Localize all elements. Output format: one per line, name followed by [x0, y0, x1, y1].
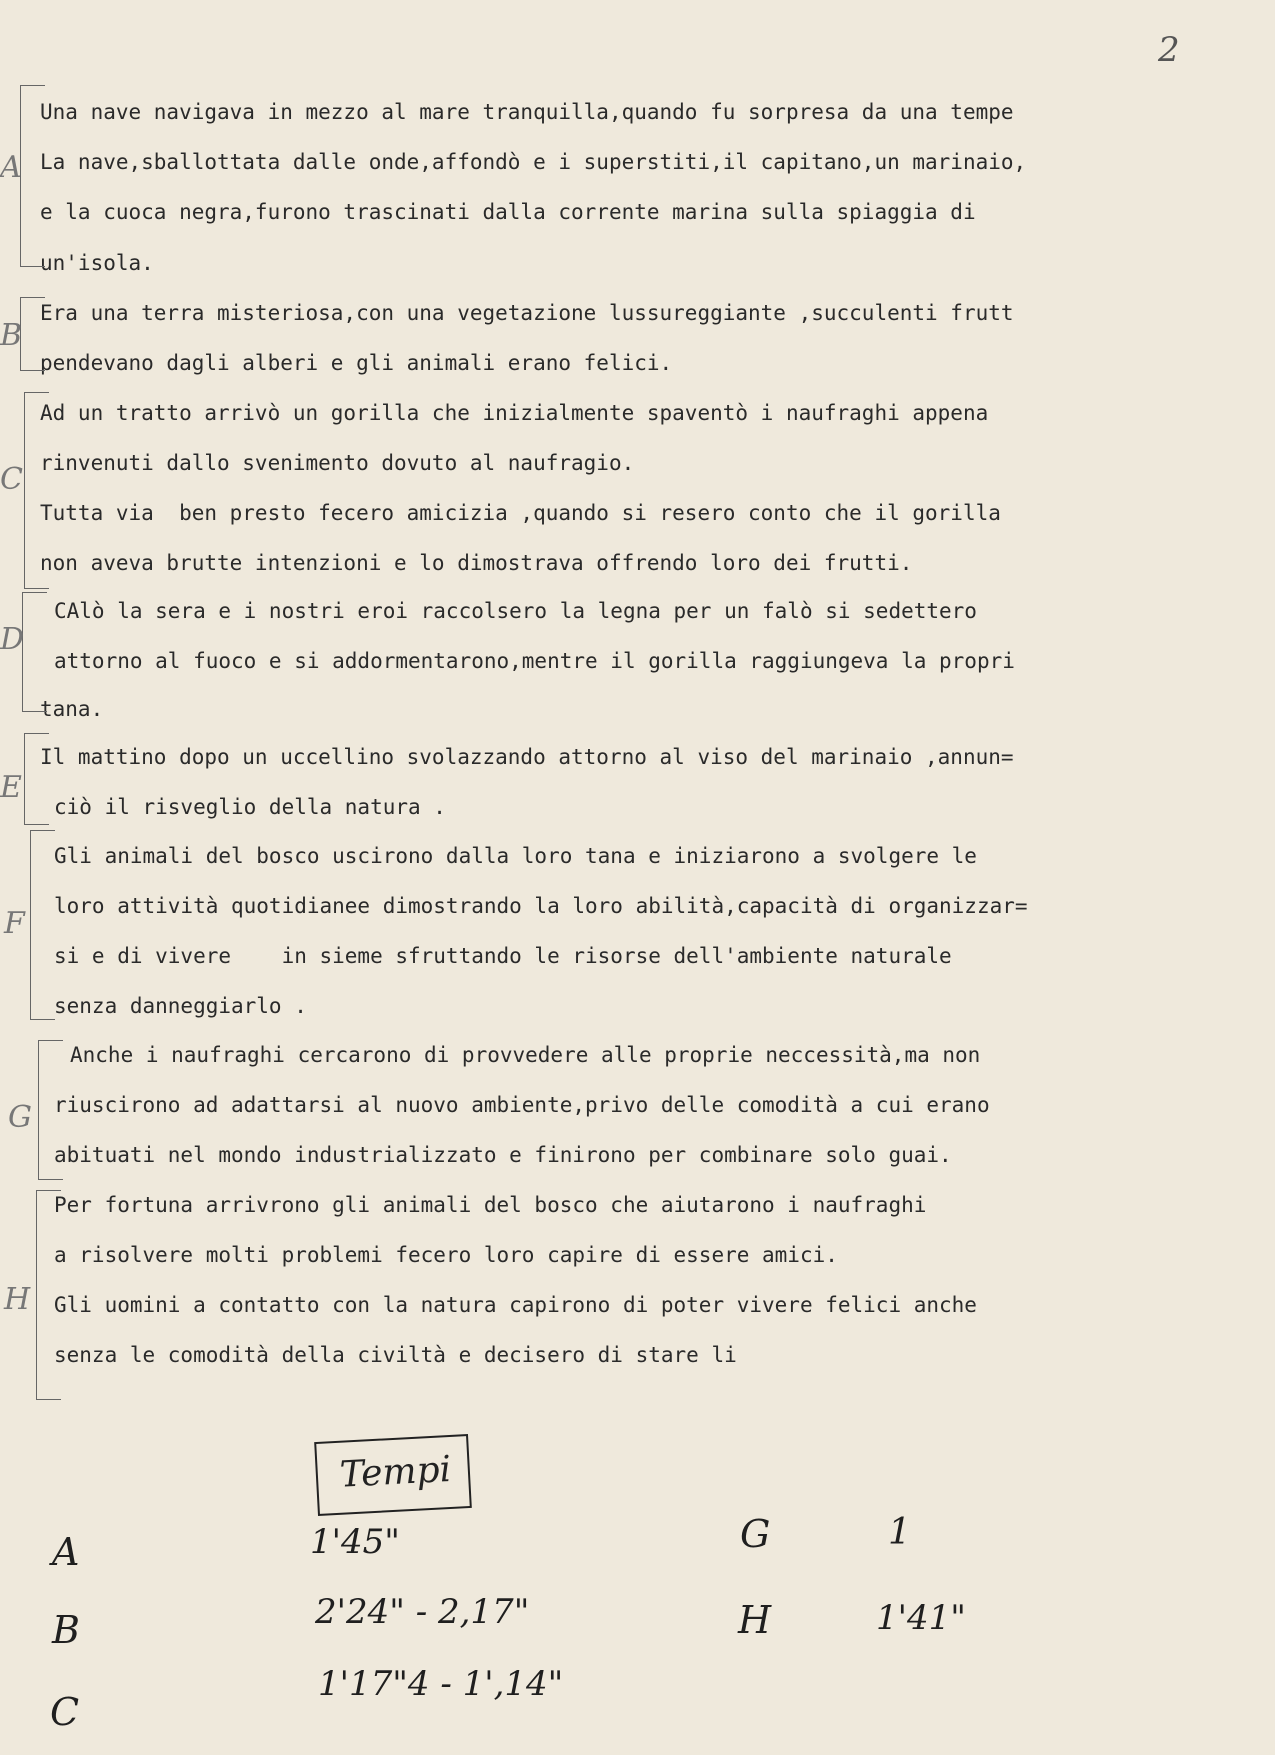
margin-bracket [24, 392, 49, 589]
tempi-heading: Tempi [338, 1448, 453, 1496]
margin-letter: G [8, 1100, 32, 1135]
text-line: Era una terra misteriosa,con una vegetazione lussureggiante ,succulenti frutt [40, 301, 1014, 325]
text-line: abituati nel mondo industrializzato e finirono per combinare solo guai. [54, 1143, 952, 1167]
text-line: si e di vivere in sieme sfruttando le risorse dell'ambiente naturale [54, 944, 952, 968]
text-line: CAlò la sera e i nostri eroi raccolsero la legna per un falò si sedettero [54, 599, 977, 623]
margin-letter: D [0, 622, 25, 657]
tempi-value-c: 1'17"4 - 1',14" [318, 1664, 564, 1704]
text-line: La nave,sballottata dalle onde,affondò e i superstiti,il capitano,un marinaio, [40, 150, 1027, 174]
margin-letter: E [0, 770, 22, 805]
page-number: 2 [1158, 30, 1180, 70]
margin-letter: F [4, 906, 25, 941]
text-line: Gli animali del bosco uscirono dalla loro tana e iniziarono a svolgere le [54, 844, 977, 868]
tempi-value-h: 1'41" [876, 1598, 966, 1638]
tempi-value-a: 1'45" [310, 1522, 400, 1562]
text-line: rinvenuti dallo svenimento dovuto al naufragio. [40, 451, 635, 475]
text-line: non aveva brutte intenzioni e lo dimostrava offrendo loro dei frutti. [40, 551, 913, 575]
text-line: Ad un tratto arrivò un gorilla che inizialmente spaventò i naufraghi appena [40, 401, 989, 425]
tempi-label-b: B [52, 1608, 80, 1652]
margin-bracket [38, 1040, 63, 1180]
margin-bracket [20, 297, 45, 371]
text-line: ciò il risveglio della natura . [54, 795, 446, 819]
text-line: un'isola. [40, 251, 154, 275]
text-line: Il mattino dopo un uccellino svolazzando attorno al viso del marinaio ,annun= [40, 745, 1014, 769]
margin-bracket [20, 85, 45, 267]
text-line: a risolvere molti problemi fecero loro capire di essere amici. [54, 1243, 838, 1267]
text-line: senza le comodità della civiltà e decisero di stare li [54, 1343, 737, 1367]
tempi-label-g: G [740, 1512, 771, 1556]
text-line: Per fortuna arrivrono gli animali del bosco che aiutarono i naufraghi [54, 1193, 927, 1217]
text-line: loro attività quotidianee dimostrando la loro abilità,capacità di organizzar= [54, 894, 1028, 918]
margin-bracket [22, 592, 47, 712]
margin-letter: H [4, 1282, 31, 1317]
text-line: Anche i naufraghi cercarono di provvedere alle proprie neccessità,ma non [70, 1043, 981, 1067]
text-line: Una nave navigava in mezzo al mare tranquilla,quando fu sorpresa da una tempe [40, 100, 1014, 124]
text-line: senza danneggiarlo . [54, 994, 307, 1018]
tempi-label-a: A [52, 1530, 80, 1574]
text-line: attorno al fuoco e si addormentarono,mentre il gorilla raggiungeva la propri [54, 649, 1015, 673]
text-line: riuscirono ad adattarsi al nuovo ambiente,privo delle comodità a cui erano [54, 1093, 990, 1117]
margin-bracket [30, 830, 55, 1020]
margin-bracket [24, 733, 49, 825]
text-line: Tutta via ben presto fecero amicizia ,quando si resero conto che il gorilla [40, 501, 1001, 525]
tempi-value-b: 2'24" - 2,17" [315, 1592, 530, 1632]
margin-letter: B [0, 318, 23, 353]
tempi-value-g: 1 [888, 1512, 911, 1553]
margin-bracket [36, 1190, 61, 1400]
margin-letter: A [0, 150, 22, 185]
text-line: e la cuoca negra,furono trascinati dalla corrente marina sulla spiaggia di [40, 200, 976, 224]
tempi-heading-box [314, 1434, 472, 1516]
text-line: Gli uomini a contatto con la natura capirono di poter vivere felici anche [54, 1293, 977, 1317]
margin-letter: C [0, 462, 23, 497]
tempi-label-h: H [738, 1598, 772, 1642]
text-line: tana. [40, 697, 104, 721]
tempi-label-c: C [50, 1690, 80, 1734]
text-line: pendevano dagli alberi e gli animali erano felici. [40, 351, 673, 375]
